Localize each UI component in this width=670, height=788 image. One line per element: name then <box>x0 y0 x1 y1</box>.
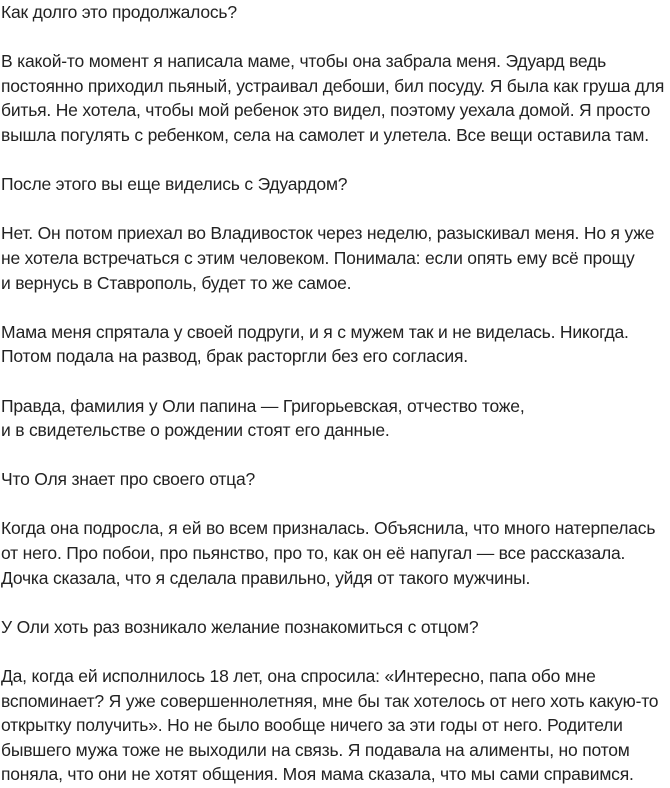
text-line: Дочка сказала, что я сделала правильно, уйдя от такого мужчины. <box>1 567 531 588</box>
interview-question <box>1 467 670 492</box>
text-line: Что Оля знает про своего отца? <box>1 469 256 490</box>
text-line: бывшего мужа тоже не выходили на связь. Я подавала на алименты, но потом <box>1 739 630 760</box>
interview-question <box>1 615 670 640</box>
interview-answer <box>1 516 670 590</box>
text-line: от него. Про побои, про пьянство, про то, как он её напугал — все рассказала. <box>1 543 626 564</box>
interview-question <box>1 172 670 197</box>
text-line: поняла, что они не хотят общения. Моя мама сказала, что мы сами справимся. <box>1 764 634 785</box>
text-line: Нет. Он потом приехал во Владивосток через неделю, разыскивал меня. Но я уже <box>1 223 655 244</box>
interview-answer <box>1 221 670 295</box>
text-line: После этого вы еще виделись с Эдуардом? <box>1 174 348 195</box>
interview-answer <box>1 664 670 787</box>
text-line: и вернусь в Ставрополь, будет то же самое. <box>1 272 352 293</box>
text-line: Мама меня спрятала у своей подруги, и я с мужем так и не виделась. Никогда. <box>1 321 629 342</box>
text-line: Когда она подросла, я ей во всем призналась. Объяснила, что много натерпелась <box>1 518 656 539</box>
interview-answer <box>1 320 670 369</box>
text-line: У Оли хоть раз возникало желание познакомиться с отцом? <box>1 616 479 637</box>
text-line: В какой-то момент я написала маме, чтобы она забрала меня. Эдуард ведь <box>1 51 606 72</box>
text-line: вышла погулять с ребенком, села на самолет и улетела. Все вещи оставила там. <box>1 124 649 145</box>
interview-question <box>1 0 670 25</box>
text-line: Потом подала на развод, брак расторгли без его согласия. <box>1 346 468 367</box>
text-line: не хотела встречаться с этим человеком. Понимала: если опять ему всё прощу <box>1 247 635 268</box>
interview-answer <box>1 394 670 443</box>
text-line: открытку получить». Но не было вообще ничего за эти годы от него. Родители <box>1 715 623 736</box>
text-line: и в свидетельстве о рождении стоят его данные. <box>1 420 390 441</box>
text-line: Да, когда ей исполнилось 18 лет, она спросила: «Интересно, папа обо мне <box>1 666 596 687</box>
text-line: Как долго это продолжалось? <box>1 2 237 22</box>
text-line: Правда, фамилия у Оли папина — Григорьевская, отчество тоже, <box>1 395 525 416</box>
interview-answer <box>1 49 670 147</box>
text-line: вспоминает? Я уже совершеннолетняя, мне бы так хотелось от него хоть какую-то <box>1 690 659 711</box>
text-line: битья. Не хотела, чтобы мой ребенок это видел, поэтому уехала домой. Я просто <box>1 100 651 121</box>
text-line: постоянно приходил пьяный, устраивал дебоши, бил посуду. Я была как груша для <box>1 75 665 96</box>
